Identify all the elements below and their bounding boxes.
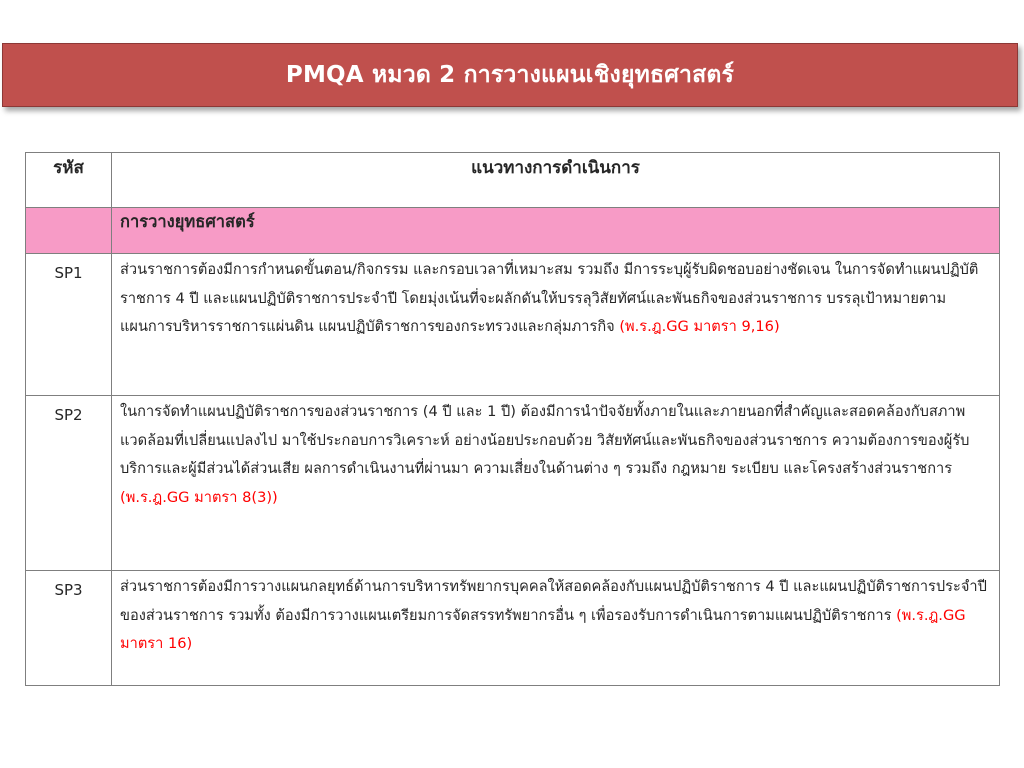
- row-code: SP2: [26, 396, 112, 571]
- slide-title: PMQA หมวด 2 การวางแผนเชิงยุทธศาสตร์: [285, 62, 735, 88]
- row-description: [112, 571, 1000, 686]
- section-label: การวางยุทธศาสตร์: [112, 208, 1000, 254]
- table-row: [26, 396, 1000, 571]
- table-row: [26, 571, 1000, 686]
- row-reference: (พ.ร.ฎ.GG มาตรา 9,16): [619, 318, 780, 335]
- row-description: [112, 396, 1000, 571]
- section-row: [26, 208, 1000, 254]
- row-description: [112, 254, 1000, 396]
- row-text: ส่วนราชการต้องมีการวางแผนกลยุทธ์ด้านการบริหารทรัพยากรบุคคลให้สอดคล้องกับแผนปฏิบัติราชการ 4 ปี และแผนปฏิบัติราชการประจำปี ของส่วนราชการ รวมทั้ง ต้องมีการวางแผนเตรียมการจัดสรรทรัพยากรอื่น ๆ เพื่อรองรับการดำเนินการตามแผนปฏิบัติราชการ: [120, 578, 987, 624]
- row-text: ในการจัดทำแผนปฏิบัติราชการของส่วนราชการ (4 ปี และ 1 ปี) ต้องมีการนำปัจจัยทั้งภายในและภายนอกที่สำคัญและสอดคล้องกับสภาพแวดล้อมที่เปลี่ยนแปลงไป มาใช้ประกอบการวิเคราะห์ อย่างน้อยประกอบด้วย วิสัยทัศน์และพันธกิจของส่วนราชการ ความต้องการของผู้รับบริการและผู้มีส่วนได้ส่วนเสีย ผลการดำเนินงานที่ผ่านมา ความเสี่ยงในด้านต่าง ๆ รวมถึง กฎหมาย ระเบียบ และโครงสร้างส่วนราชการ: [120, 403, 970, 477]
- row-reference: (พ.ร.ฎ.GG มาตรา 16): [120, 606, 966, 652]
- header-code: รหัส: [26, 153, 112, 208]
- guideline-table: [25, 152, 1000, 686]
- header-guideline: แนวทางการดำเนินการ: [112, 153, 1000, 208]
- table-row: [26, 254, 1000, 396]
- table-header-row: [26, 153, 1000, 208]
- section-code-cell: [26, 208, 112, 254]
- row-code: SP3: [26, 571, 112, 686]
- title-banner: [2, 43, 1018, 107]
- row-reference: (พ.ร.ฎ.GG มาตรา 8(3)): [120, 488, 278, 506]
- row-code: SP1: [26, 254, 112, 396]
- row-text: ส่วนราชการต้องมีการกำหนดขั้นตอน/กิจกรรม และกรอบเวลาที่เหมาะสม รวมถึง มีการระบุผู้รับผิดชอบอย่างชัดเจน ในการจัดทำแผนปฏิบัติราชการ 4 ปี และแผนปฏิบัติราชการประจำปี โดยมุ่งเน้นที่จะผลักดันให้บรรลุวิสัยทัศน์และพันธกิจของส่วนราชการ บรรลุเป้าหมายตามแผนการบริหารราชการแผ่นดิน แผนปฏิบัติราชการของกระทรวงและกลุ่มภารกิจ: [120, 261, 979, 335]
